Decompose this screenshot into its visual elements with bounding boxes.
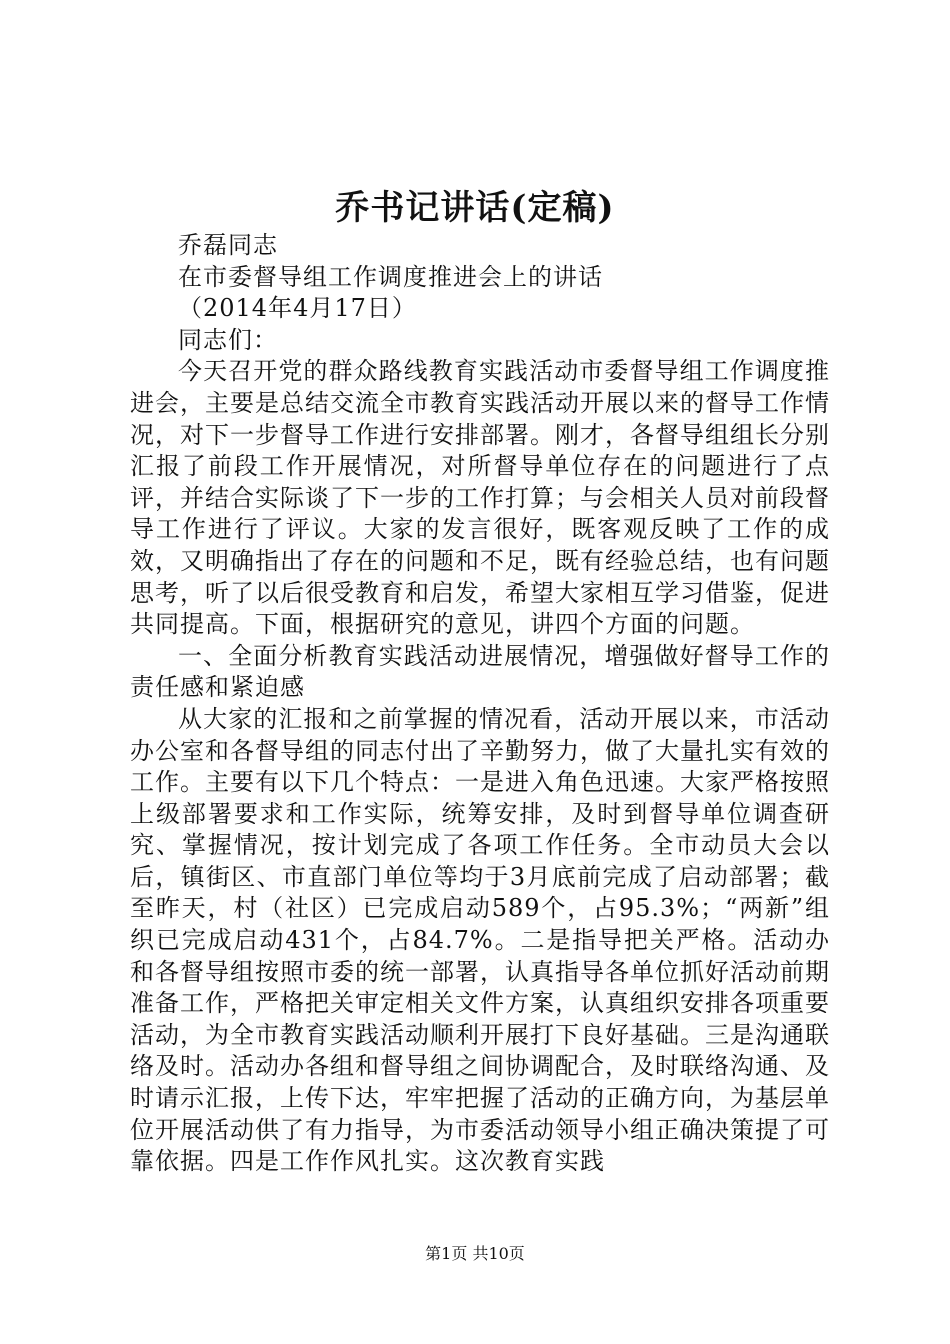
speech-occasion-line: 在市委督导组工作调度推进会上的讲话: [178, 262, 603, 291]
body-paragraph: 从大家的汇报和之前掌握的情况看，活动开展以来，市活动办公室和各督导组的同志付出了辛勤努力，做了大量扎实有效的工作。主要有以下几个特点：一是进入角色迅速。大家严格按照上级部署要求和工作实际，统筹安排，及时到督导单位调查研究、掌握情况，按计划完成了各项工作任务。全市动员大会以后，镇街区、市直部门单位等均于3月底前完成了启动部署；截至昨天，村（社区）已完成启动589个，占95.3%；“两新”组织已完成启动431个，占84.7%。二是指导把关严格。活动办和各督导组按照市委的统一部署，认真指导各单位抓好活动前期准备工作，严格把关审定相关文件方案，认真组织安排各项重要活动，为全市教育实践活动顺利开展打下良好基础。三是沟通联络及时。活动办各组和督导组之间协调配合，及时联络沟通、及时请示汇报，上传下达，牢牢把握了活动的正确方向，为基层单位开展活动供了有力指导，为市委活动领导小组正确决策提了可靠依据。四是工作作风扎实。这次教育实践: [130, 704, 830, 1176]
section-heading: 一、全面分析教育实践活动进展情况，增强做好督导工作的责任感和紧迫感: [130, 641, 830, 702]
document-body: [130, 230, 830, 1178]
speech-date-line: （2014年4月17日）: [178, 294, 417, 323]
body-paragraph: 今天召开党的群众路线教育实践活动市委督导组工作调度推进会，主要是总结交流全市教育实践活动开展以来的督导工作情况，对下一步督导工作进行安排部署。刚才，各督导组组长分别汇报了前段工作开展情况，对所督导单位存在的问题进行了点评，并结合实际谈了下一步的工作打算；与会相关人员对前段督导工作进行了评议。大家的发言很好，既客观反映了工作的成效，又明确指出了存在的问题和不足，既有经验总结，也有问题思考，听了以后很受教育和启发，希望大家相互学习借鉴，促进共同提高。下面，根据研究的意见，讲四个方面的问题。: [130, 357, 830, 639]
document-title: 乔书记讲话(定稿): [335, 188, 615, 228]
salutation-line: 同志们：: [178, 325, 278, 354]
page-number-footer: 第1页 共10页: [425, 1244, 525, 1263]
speaker-line: 乔磊同志: [178, 231, 278, 259]
